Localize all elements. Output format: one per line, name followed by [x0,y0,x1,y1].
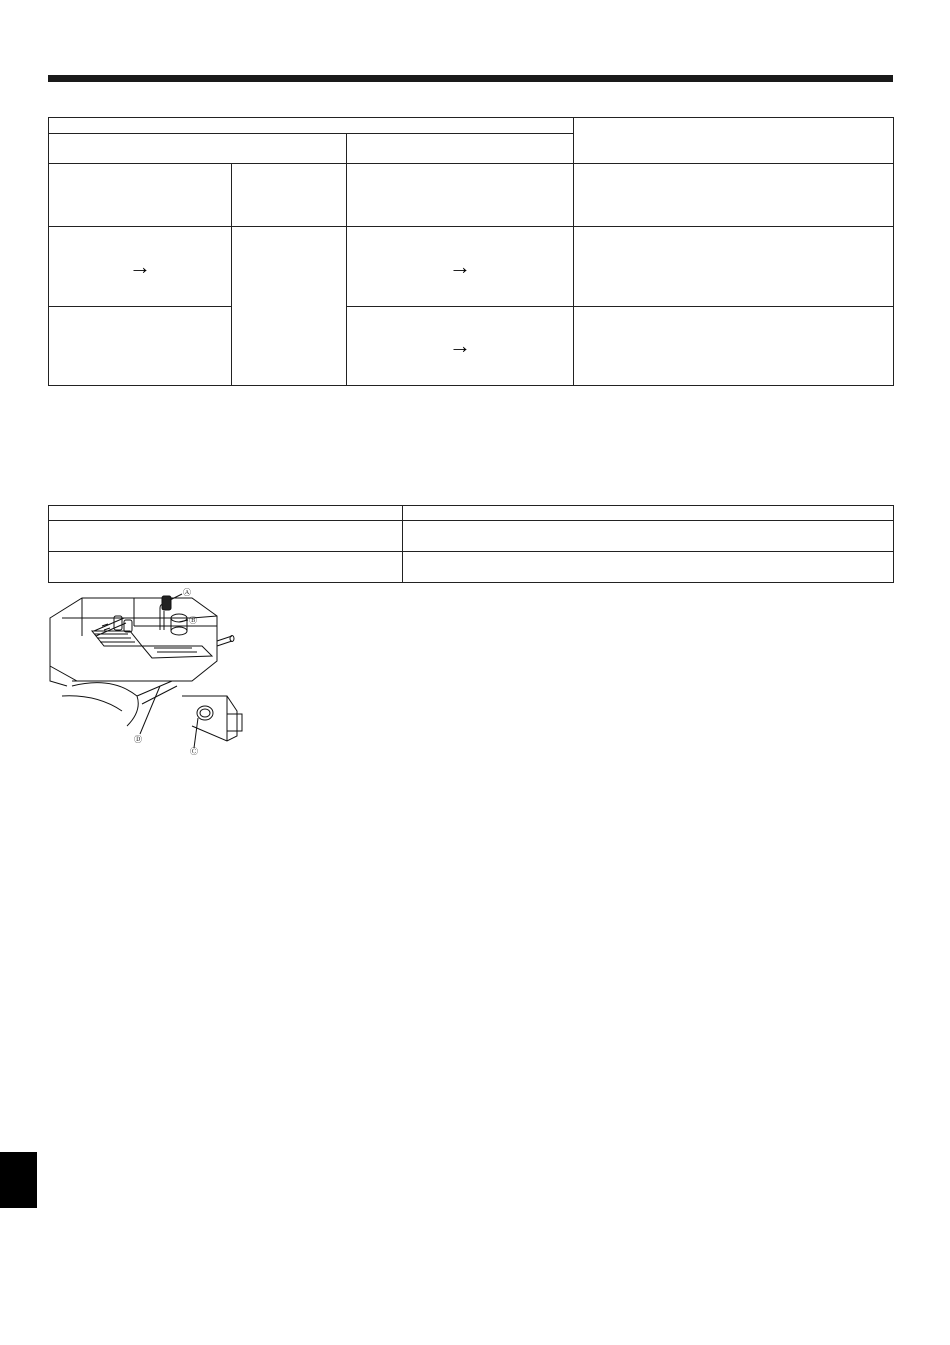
arrow-icon: → [449,253,471,279]
table2-cell [403,506,894,521]
callout-b: Ⓑ [189,616,197,625]
spec-table [48,117,894,386]
table1-cell [574,164,894,227]
table1-header-right [574,118,894,164]
table1-cell [347,164,574,227]
table-row [49,552,894,583]
table1-cell [232,164,347,227]
table1-cell [347,307,574,386]
table2-cell [403,521,894,552]
table1-cell [49,307,232,386]
table2-cell [49,521,403,552]
top-rule [48,75,893,82]
arrow-icon: → [449,333,471,358]
table1-cell [574,227,894,307]
callout-c: Ⓒ [190,747,198,756]
section-tab-marker [0,1152,37,1208]
table-row [49,164,894,227]
table1-subheader-left [49,134,347,164]
table1-cell [49,227,232,307]
table2-cell [49,506,403,521]
table1-merged-cell [232,227,347,386]
table2-cell [49,552,403,583]
callout-d: Ⓓ [134,735,142,744]
table1-cell [574,307,894,386]
callout-a: Ⓐ [183,588,191,597]
table1-header-main [49,118,574,134]
table-row [49,506,894,521]
table-row [49,521,894,552]
second-table [48,505,894,583]
table-row [49,307,894,386]
table1-subheader-mid [347,134,574,164]
table-row [49,227,894,307]
table1-cell [49,164,232,227]
unit-illustration [42,586,247,758]
table2-cell [403,552,894,583]
table1-cell [347,227,574,307]
unit-drawing [42,586,247,758]
arrow-icon: → [129,253,151,279]
